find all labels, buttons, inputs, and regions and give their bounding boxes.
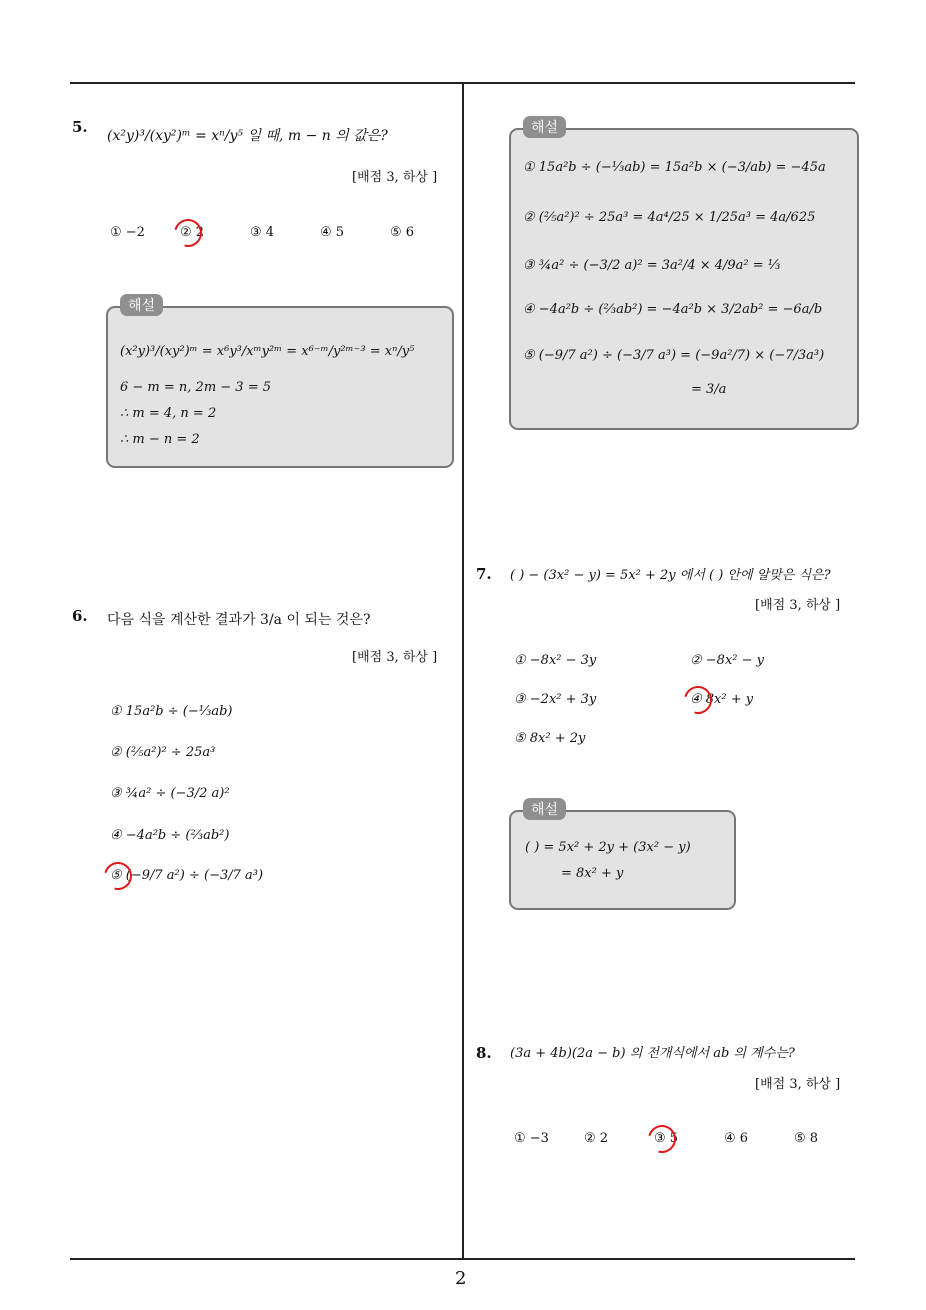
q5-solution-line: ∴ m − n = 2: [120, 432, 200, 447]
q7-option-3[interactable]: ③ −2x² + 3y: [514, 692, 597, 707]
column-divider: [462, 83, 464, 1260]
q6-question: 다음 식을 계산한 결과가 3/a 이 되는 것은?: [107, 612, 371, 628]
q8-option-2[interactable]: ② 2: [584, 1131, 609, 1146]
q5-solution-box: [106, 298, 454, 468]
q6-solution-line: ④ −4a²b ÷ (⅔ab²) = −4a²b × 3/2ab² = −6a/b: [523, 302, 823, 317]
q5-solution-line: (x²y)³/(xy²)ᵐ = x⁶y³/xᵐy²ᵐ = x⁶⁻ᵐ/y²ᵐ⁻³ = xⁿ/y⁵: [120, 344, 415, 359]
q5-question: (x²y)³/(xy²)ᵐ = xⁿ/y⁵ 일 때, m − n 의 값은?: [107, 128, 388, 144]
q5-number: 5.: [72, 118, 88, 136]
q7-solution-line: = 8x² + y: [561, 866, 624, 881]
q7-question: ( ) − (3x² − y) = 5x² + 2y 에서 ( ) 안에 알맞은 식은?: [510, 568, 831, 583]
q7-number: 7.: [476, 565, 492, 583]
q6-option-3[interactable]: ③ ¾a² ÷ (−3/2 a)²: [110, 786, 230, 801]
q6-solution-line: ① 15a²b ÷ (−⅓ab) = 15a²b × (−3/ab) = −45a: [523, 160, 826, 175]
q5-solution-line: ∴ m = 4, n = 2: [120, 406, 217, 421]
q8-answer-mark: [643, 1120, 681, 1158]
q7-answer-mark: [679, 681, 717, 719]
q8-score: [배점 3, 하상 ]: [755, 1077, 841, 1092]
q5-option-3[interactable]: ③ 4: [250, 225, 275, 240]
q8-option-3[interactable]: ③ 5: [654, 1131, 679, 1146]
q5-solution-tab: 해설: [120, 294, 163, 316]
bottom-rule: [70, 1258, 855, 1260]
q6-solution-line: = 3/a: [691, 382, 727, 397]
q6-number: 6.: [72, 607, 88, 625]
q8-number: 8.: [476, 1044, 492, 1062]
q8-option-4[interactable]: ④ 6: [724, 1131, 749, 1146]
q6-solution-tab: 해설: [523, 116, 566, 138]
q5-solution-line: 6 − m = n, 2m − 3 = 5: [120, 380, 272, 395]
q6-option-5[interactable]: ⑤ (−9/7 a²) ÷ (−3/7 a³): [110, 868, 264, 883]
q8-option-1[interactable]: ① −3: [514, 1131, 549, 1146]
q5-option-4[interactable]: ④ 5: [320, 225, 345, 240]
q6-solution-line: ③ ¾a² ÷ (−3/2 a)² = 3a²/4 × 4/9a² = ⅓: [523, 258, 781, 273]
q7-solution-line: ( ) = 5x² + 2y + (3x² − y): [525, 840, 691, 855]
q8-question: (3a + 4b)(2a − b) 의 전개식에서 ab 의 계수는?: [510, 1046, 795, 1061]
q6-answer-mark: [99, 857, 137, 895]
q6-score: [배점 3, 하상 ]: [352, 650, 438, 665]
q5-option-1[interactable]: ① −2: [110, 225, 145, 240]
q6-solution-box: [509, 120, 859, 430]
q7-option-5[interactable]: ⑤ 8x² + 2y: [514, 731, 586, 746]
q5-option-5[interactable]: ⑤ 6: [390, 225, 415, 240]
q7-option-2[interactable]: ② −8x² − y: [690, 653, 764, 668]
q5-answer-mark: [169, 214, 207, 252]
q8-option-5[interactable]: ⑤ 8: [794, 1131, 819, 1146]
q7-option-1[interactable]: ① −8x² − 3y: [514, 653, 597, 668]
q7-solution-box: [509, 802, 736, 910]
q6-option-4[interactable]: ④ −4a²b ÷ (⅔ab²): [110, 828, 230, 843]
q7-solution-tab: 해설: [523, 798, 566, 820]
q7-option-4[interactable]: ④ 8x² + y: [690, 692, 754, 707]
q5-score: [배점 3, 하상 ]: [352, 170, 438, 185]
q6-solution-line: ⑤ (−9/7 a²) ÷ (−3/7 a³) = (−9a²/7) × (−7/3a³): [523, 348, 825, 363]
q6-option-2[interactable]: ② (⅖a²)² ÷ 25a³: [110, 745, 216, 760]
q5-option-2[interactable]: ② 2: [180, 225, 205, 240]
q6-solution-line: ② (⅖a²)² ÷ 25a³ = 4a⁴/25 × 1/25a³ = 4a/625: [523, 210, 816, 225]
q6-option-1[interactable]: ① 15a²b ÷ (−⅓ab): [110, 704, 233, 719]
page-number: 2: [455, 1268, 467, 1289]
q7-score: [배점 3, 하상 ]: [755, 598, 841, 613]
